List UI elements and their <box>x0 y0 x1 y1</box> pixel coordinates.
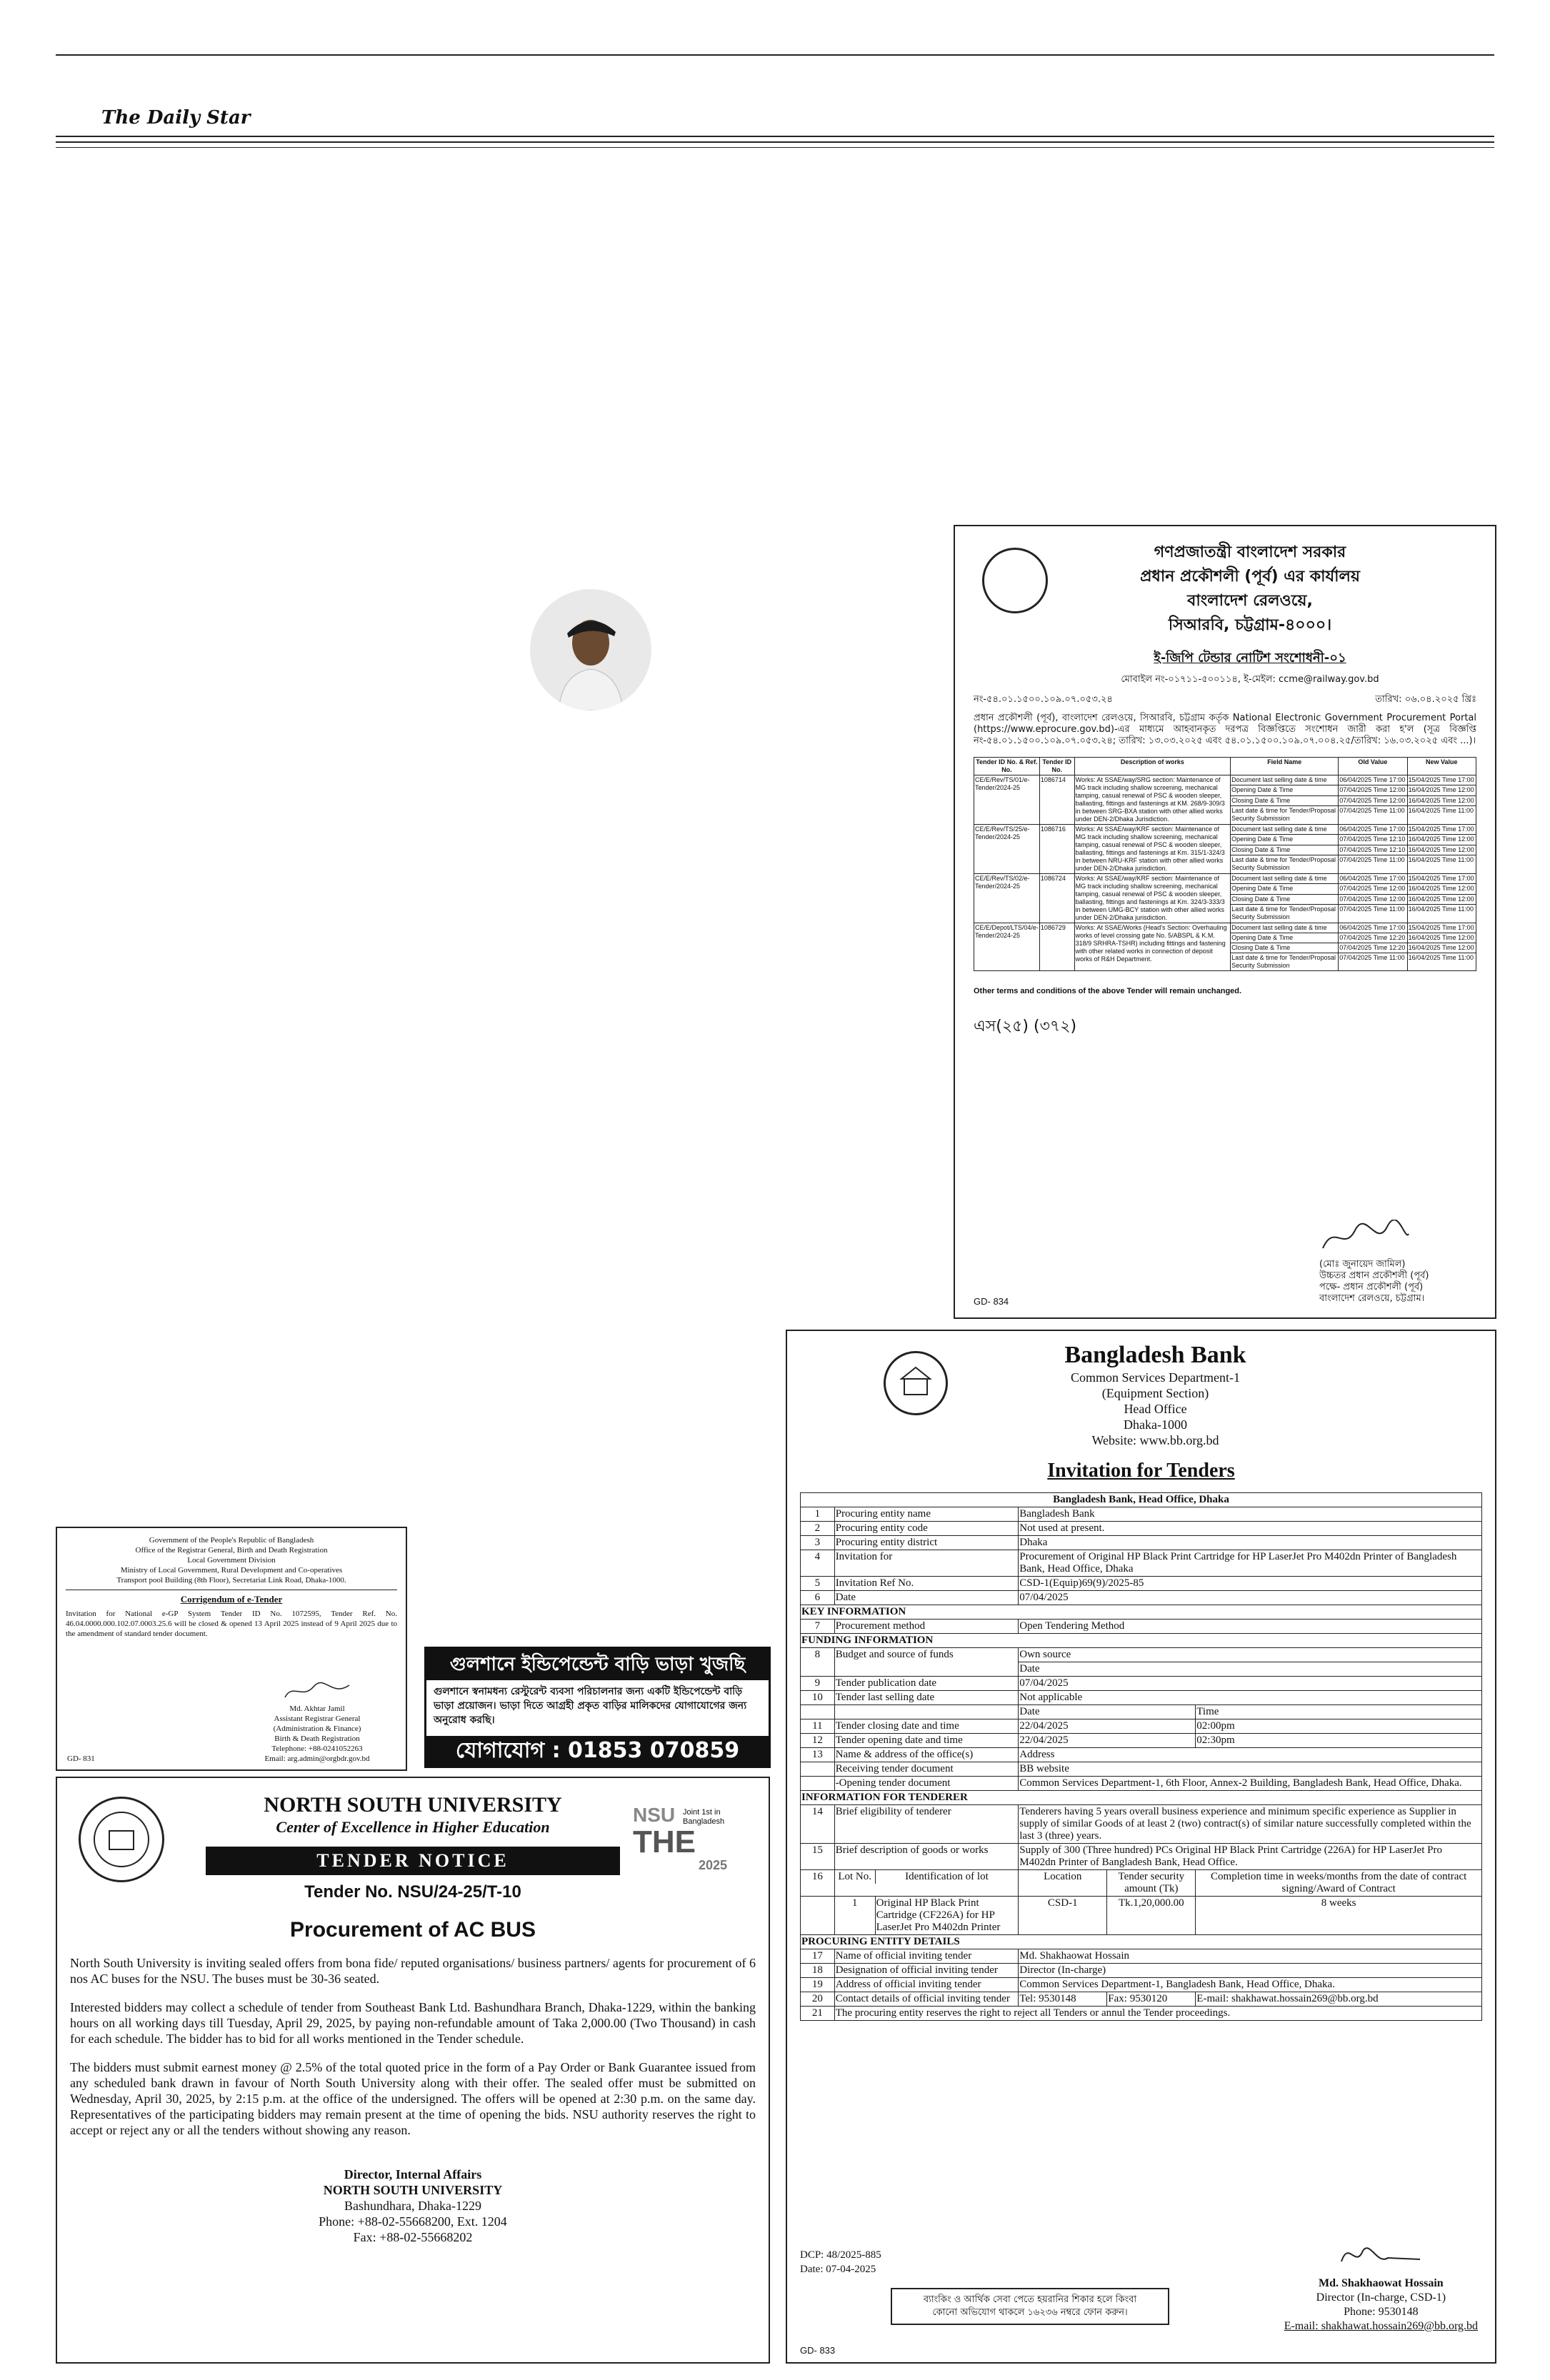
railway-gd: GD- 834 <box>974 1296 1009 1307</box>
bb-completion-head: Completion time in weeks/months from the date of contract signing/Award of Contract <box>1196 1870 1482 1897</box>
railway-new: 16/04/2025 Time 12:00 <box>1407 933 1476 943</box>
house-headline: গুলশানে ইন্ডিপেন্ডেন্ট বাড়ি ভাড়া খুজছি <box>426 1649 769 1680</box>
railway-col-ref: Tender ID No. & Ref. No. <box>974 758 1040 775</box>
person-icon <box>530 589 651 711</box>
bb-table-head: Bangladesh Bank, Head Office, Dhaka <box>801 1493 1482 1507</box>
bb-row-num: 9 <box>801 1677 835 1691</box>
bb-name: Bangladesh Bank <box>1064 1342 1246 1368</box>
railway-new: 15/04/2025 Time 17:00 <box>1407 923 1476 933</box>
bb-tel: Tel: 9530148 <box>1019 1992 1107 2007</box>
railway-new: 16/04/2025 Time 12:00 <box>1407 785 1476 795</box>
bb-row-num: 3 <box>801 1536 835 1550</box>
bb-signature <box>1284 2236 1478 2334</box>
nsu-sign-addr: Bashundhara, Dhaka-1229 <box>344 2199 481 2213</box>
bb-row-value: Tenderers having 5 years overall business experience and minimum specific experience as Supplier in supply of similar Goods of at least 2 (two) contract(s) of similar nature successfully completed within the last 3 (three) years. <box>1019 1805 1482 1844</box>
bb-row-num: 10 <box>801 1691 835 1705</box>
house-contact-label: যোগাযোগ : <box>455 1738 561 1763</box>
masthead-rule-1 <box>56 136 1494 137</box>
railway-old: 07/04/2025 Time 12:00 <box>1339 785 1407 795</box>
bb-row-num: 15 <box>801 1844 835 1870</box>
bb-table-row <box>801 1507 1482 1522</box>
railway-field: Opening Date & Time <box>1231 933 1339 943</box>
bb-row-label: Tender opening date and time <box>834 1734 1019 1748</box>
railway-ref-code: এস(২৫) (৩৭২) <box>974 1018 1077 1035</box>
reg-gd: GD- 831 <box>67 1754 95 1763</box>
railway-signatory: (মোঃ জুনায়েদ জামিল) <box>1319 1259 1406 1270</box>
bb-date-label: Date <box>1019 1705 1196 1719</box>
bb-row-label: -Opening tender document <box>834 1777 1019 1791</box>
railway-row <box>974 874 1476 884</box>
bb-completion: 8 weeks <box>1196 1897 1482 1935</box>
railway-new: 16/04/2025 Time 12:00 <box>1407 845 1476 855</box>
reg-title: Corrigendum of e-Tender <box>180 1594 283 1605</box>
railway-notice-title: ই-জিপি টেন্ডার নোটিশ সংশোধনী-০১ <box>1154 651 1346 666</box>
bb-sec-key: KEY INFORMATION <box>801 1605 1482 1620</box>
bb-table-row <box>801 1522 1482 1536</box>
railway-desc: Works: At SSAE/way/KRF section: Maintenance of MG track including shallow screening, mechanical tamping, casual renewal of PSC & wooden sleeper, ballasting, fittings and fastenings at Km. 324/3-333/3 in between UMG-BCY station with other allied works under DEN-2/Dhaka jurisdiction. <box>1074 874 1231 923</box>
bb-row-num: 11 <box>801 1719 835 1734</box>
bb-row-value: Open Tendering Method <box>1019 1620 1482 1634</box>
reg-line-1: Government of the People's Republic of Bangladesh <box>149 1536 314 1545</box>
bb-row-label: Brief description of goods or works <box>834 1844 1019 1870</box>
railway-field: Opening Date & Time <box>1231 884 1339 894</box>
reg-body: Invitation for National e-GP System Tender ID No. 1072595, Tender Ref. No. 46.04.0000.000.102.07.0003.25.6 will be closed & opened 13 April 2025 instead of 9 April 2025 due to the amendment of standard tender document. <box>66 1610 397 1638</box>
bb-sec-tenderer: INFORMATION FOR TENDERER <box>801 1791 1482 1805</box>
bb-row-label: Procurement method <box>834 1620 1019 1634</box>
railway-old: 07/04/2025 Time 11:00 <box>1339 905 1407 923</box>
nsu-badge-joint: Joint 1st in Bangladesh <box>683 1808 725 1826</box>
railway-old: 07/04/2025 Time 12:00 <box>1339 894 1407 904</box>
bb-row-label: Budget and source of funds <box>834 1648 1019 1677</box>
railway-new: 16/04/2025 Time 12:00 <box>1407 835 1476 845</box>
railway-old: 07/04/2025 Time 12:00 <box>1339 795 1407 805</box>
railway-id: 1086724 <box>1039 874 1074 923</box>
reg-line-5: Transport pool Building (8th Floor), Secretariat Link Road, Dhaka-1000. <box>116 1576 346 1585</box>
bb-security-head: Tender security amount (Tk) <box>1107 1870 1196 1897</box>
bb-lot-id: Original HP Black Print Cartridge (CF226A) for HP LaserJet Pro M402dn Printer <box>876 1897 1001 1933</box>
bb-row-label: Invitation Ref No. <box>834 1577 1019 1591</box>
railway-desc: Works: At SSAE/Works (Head's Section: Overhauling works of level crossing gate No. 5/ABSPL & K.M. 318/9 SRHRA-TSHR) including fittings and fastening with other related works in connection of deposit works of R&H Department. <box>1074 923 1231 971</box>
railway-field: Last date & time for Tender/Proposal Security Submission <box>1231 905 1339 923</box>
bb-row-num: 16 <box>801 1870 835 1897</box>
bb-row-num: 17 <box>801 1949 835 1964</box>
bb-row-value: Address <box>1019 1748 1482 1762</box>
bb-sign-phone: Phone: 9530148 <box>1344 2306 1419 2318</box>
bb-row-num: 20 <box>801 1992 835 2007</box>
railway-col-old: Old Value <box>1339 758 1407 775</box>
masthead-logo: The Daily Star <box>101 107 251 129</box>
bb-row-num: 19 <box>801 1978 835 1992</box>
railway-row <box>974 923 1476 933</box>
railway-body: প্রধান প্রকৌশলী (পূর্ব), বাংলাদেশ রেলওয়ে, সিআরবি, চট্টগ্রাম কর্তৃক National Electronic Government Procurement Portal (https://www.eprocure.gov.bd)-এর মাধ্যমে আহবানকৃত দরপত্র বিজ্ঞপ্তিতে সংশোধন জারী করা হ'ল (সূত্র বিজ্ঞপ্তি নং-৫৪.০১.১৫০০.১০৯.০৭.০৫৩.২৪; তারিখ: ১৩.০৩.২০২৫ এবং ৫৪.০১.১৫০০.১০৯.০৭.০০৪.২৫/তারিখ: ১৬.০৩.২০২৫ এবং ...)। <box>974 713 1476 746</box>
reg-sign-email: Email: arg.admin@orgbdr.gov.bd <box>264 1754 370 1763</box>
railway-signature-scribble <box>1319 1220 1412 1255</box>
bb-sign-name: Md. Shakhaowat Hossain <box>1318 2277 1444 2289</box>
nsu-sign-phone: Phone: +88-02-55668200, Ext. 1204 <box>319 2214 507 2229</box>
railway-old: 07/04/2025 Time 12:00 <box>1339 884 1407 894</box>
railway-old: 07/04/2025 Time 11:00 <box>1339 806 1407 825</box>
bb-dept: Common Services Department-1 <box>1071 1370 1240 1385</box>
reg-sign-t3: Birth & Death Registration <box>274 1734 360 1743</box>
railway-field: Last date & time for Tender/Proposal Security Submission <box>1231 806 1339 825</box>
reg-line-3: Local Government Division <box>187 1556 276 1565</box>
railway-old: 06/04/2025 Time 17:00 <box>1339 775 1407 785</box>
railway-date: তারিখ: ০৬.০৪.২০২৫ খ্রিঃ <box>1375 694 1476 705</box>
bb-row-label: Address of official inviting tender <box>834 1978 1019 1992</box>
masthead-rule-3 <box>56 147 1494 148</box>
railway-org: বাংলাদেশ রেলওয়ে, <box>1187 592 1313 610</box>
bb-lot-no: 1 <box>835 1897 875 1934</box>
bb-row-value: Bangladesh Bank <box>1019 1507 1482 1522</box>
bb-bn-note-1: ব্যাংকিং ও আর্থিক সেবা পেতে হয়রানির শিকার হলে কিংবা <box>923 2294 1137 2305</box>
bb-location: CSD-1 <box>1019 1897 1107 1935</box>
railway-field: Closing Date & Time <box>1231 894 1339 904</box>
reg-sign-tel: Telephone: +88-0241052263 <box>271 1744 363 1753</box>
bb-row-num: 4 <box>801 1550 835 1577</box>
railway-memo: নং-৫৪.০১.১৫০০.১০৯.০৭.০৫৩.২৪ <box>974 694 1113 705</box>
bb-row-num: 7 <box>801 1620 835 1634</box>
bb-row-label: Designation of official inviting tender <box>834 1964 1019 1978</box>
portrait-photo <box>530 589 651 711</box>
bb-row-value: Director (In-charge) <box>1019 1964 1482 1978</box>
bb-row-label: Procuring entity name <box>834 1507 1019 1522</box>
bb-title: Invitation for Tenders <box>1047 1460 1235 1482</box>
bb-table-row <box>801 1550 1482 1577</box>
bb-row-label: Procuring entity code <box>834 1522 1019 1536</box>
bb-row-label: Procuring entity district <box>834 1536 1019 1550</box>
railway-field: Closing Date & Time <box>1231 943 1339 953</box>
railway-ref: CE/E/Depot/LTS/04/e-Tender/2024-25 <box>974 923 1040 971</box>
house-contact <box>426 1736 769 1766</box>
bb-sec-proc: PROCURING ENTITY DETAILS <box>801 1935 1482 1949</box>
nsu-para-2: Interested bidders may collect a schedule of tender from Southeast Bank Ltd. Bashundhara Branch, Dhaka-1229, within the banking hours on all working days till Tuesday, April 29, 2025, by paying non-refundable amount of Taka 2,000.00 (Two Thousand) in cash for each schedule. The bidder has to bid for all works mentioned in the Tender schedule. <box>70 2000 756 2046</box>
railway-col-field: Field Name <box>1231 758 1339 775</box>
railway-field: Closing Date & Time <box>1231 795 1339 805</box>
bb-city: Dhaka-1000 <box>1124 1417 1187 1432</box>
railway-field: Document last selling date & time <box>1231 825 1339 835</box>
house-body: গুলশানে স্বনামধন্য রেস্টুরেন্ট ব্যবসা পরিচালনার জন্য একটি ইন্ডিপেন্ডেন্ট বাড়ি ভাড়া প্রয়োজন। ভাড়া দিতে আগ্রহী প্রকৃত বাড়ির মালিকদের যোগাযোগের জন্য অনুরোধ করছি। <box>434 1686 747 1726</box>
railway-field: Document last selling date & time <box>1231 775 1339 785</box>
railway-old: 07/04/2025 Time 11:00 <box>1339 953 1407 971</box>
bb-closing-time: 02:00pm <box>1196 1719 1482 1734</box>
bb-row-num: 5 <box>801 1577 835 1591</box>
bb-row-value: BB website <box>1019 1762 1482 1777</box>
railway-desc: Works: At SSAE/way/SRG section: Maintenance of MG track including shallow screening, mechanical tamping, casual renewal of PSC & wooden sleeper, ballasting, fittings and fastenings at KM. 268/9-309/3 in between SRG-BXA station with other allied works under DEN-2/Dhaka Jurisdiction. <box>1074 775 1231 825</box>
bb-row-value: 07/04/2025 <box>1019 1677 1482 1691</box>
bb-row-num: 13 <box>801 1748 835 1762</box>
bb-opening-date: 22/04/2025 <box>1019 1734 1196 1748</box>
railway-ref: CE/E/Rev/TS/01/e-Tender/2024-25 <box>974 775 1040 825</box>
bb-row-label: Tender publication date <box>834 1677 1019 1691</box>
railway-field: Closing Date & Time <box>1231 845 1339 855</box>
railway-field: Opening Date & Time <box>1231 835 1339 845</box>
bb-email: E-mail: shakhawat.hossain269@bb.org.bd <box>1196 1992 1482 2007</box>
bb-row-value: Date <box>1019 1662 1482 1677</box>
bb-website: Website: www.bb.org.bd <box>1091 1433 1219 1447</box>
railway-new: 15/04/2025 Time 17:00 <box>1407 775 1476 785</box>
railway-table <box>974 757 1476 971</box>
bb-table <box>800 1492 1482 2021</box>
bb-row-value: Not applicable <box>1019 1691 1482 1705</box>
nsu-name: NORTH SOUTH UNIVERSITY <box>264 1793 562 1817</box>
bb-row-label: Tender closing date and time <box>834 1719 1019 1734</box>
bb-row-num: 21 <box>801 2007 835 2021</box>
bb-notice <box>786 1330 1496 2364</box>
bb-row-num: 8 <box>801 1648 835 1677</box>
railway-id: 1086716 <box>1039 825 1074 874</box>
nsu-para-3: The bidders must submit earnest money @ 2.5% of the total quoted price in the form of a Pay Order or Bank Guarantee issued from any scheduled bank drawn in favour of North South University along with their offer. The sealed offer must be submitted on Wednesday, April 30, 2025, by 2:15 p.m. at the office of the undersigned. The offers will be opened at 2:30 p.m. on the same day. Representatives of the participating bidders may remain present at the time of opening the bids. NSU authority reserves the right to accept or reject any or all the tenders without showing any reason. <box>70 2060 756 2137</box>
bb-signature-scribble <box>1334 2236 1427 2272</box>
bb-row-value: Common Services Department-1, 6th Floor, Annex-2 Building, Bangladesh Bank, Head Office, Dhaka. <box>1019 1777 1482 1791</box>
reg-line-2: Office of the Registrar General, Birth and Death Registration <box>135 1546 328 1555</box>
bb-row-num: 12 <box>801 1734 835 1748</box>
railway-row <box>974 825 1476 835</box>
railway-seal-icon <box>982 548 1048 613</box>
nsu-tender-notice: TENDER NOTICE <box>206 1847 620 1875</box>
railway-new: 16/04/2025 Time 12:00 <box>1407 894 1476 904</box>
bb-row-value: Md. Shakhaowat Hossain <box>1019 1949 1482 1964</box>
bb-row-value: The procuring entity reserves the right to reject all Tenders or annul the Tender proceedings. <box>834 2007 1481 2021</box>
bb-security-amount: Tk.1,20,000.00 <box>1107 1897 1196 1935</box>
bb-row-value: Dhaka <box>1019 1536 1482 1550</box>
bb-row-value: CSD-1(Equip)69(9)/2025-85 <box>1019 1577 1482 1591</box>
house-rent-ad <box>424 1647 771 1768</box>
railway-field: Document last selling date & time <box>1231 874 1339 884</box>
nsu-subject: Procurement of AC BUS <box>290 1918 536 1942</box>
bb-lot-id-head: Identification of lot <box>905 1871 989 1882</box>
masthead-rule-2 <box>56 141 1494 143</box>
railway-signatory-title: উচ্চতর প্রধান প্রকৌশলী (পূর্ব) <box>1319 1270 1429 1281</box>
reg-sign-t1: Assistant Registrar General <box>274 1714 361 1723</box>
bb-row-label: Invitation for <box>834 1550 1019 1577</box>
bb-row-label: Contact details of official inviting tender <box>834 1992 1019 2007</box>
railway-notice <box>954 525 1496 1319</box>
bb-time-label: Time <box>1196 1705 1482 1719</box>
bb-bn-note-2: কোনো অভিযোগ থাকলে ১৬২৩৬ নম্বরে ফোন করুন। <box>932 2307 1128 2318</box>
bb-table-row <box>801 1536 1482 1550</box>
bb-dcp: DCP: 48/2025-885 <box>800 2249 881 2261</box>
railway-govt: গণপ্রজাতন্ত্রী বাংলাদেশ সরকার <box>1154 543 1346 561</box>
bb-row-label: Brief eligibility of tenderer <box>834 1805 1019 1844</box>
railway-new: 15/04/2025 Time 17:00 <box>1407 825 1476 835</box>
railway-old: 06/04/2025 Time 17:00 <box>1339 923 1407 933</box>
railway-new: 16/04/2025 Time 11:00 <box>1407 953 1476 971</box>
railway-new: 16/04/2025 Time 12:00 <box>1407 943 1476 953</box>
nsu-sign-org: NORTH SOUTH UNIVERSITY <box>323 2183 503 2197</box>
railway-footer-note: Other terms and conditions of the above Tender will remain unchanged. <box>974 987 1242 995</box>
railway-row <box>974 775 1476 785</box>
nsu-badge-year: 2025 <box>699 1858 728 1872</box>
nsu-signature <box>70 2166 756 2245</box>
railway-ref: CE/E/Rev/TS/02/e-Tender/2024-25 <box>974 874 1040 923</box>
railway-desc: Works: At SSAE/way/KRF section: Maintenance of MG track including shallow screening, mechanical tamping, casual renewal of PSC & wooden sleeper, ballasting, fittings and fastenings at Km. 315/1-324/3 in between NRU-KRF station with other allied works under DEN-2/Dhaka jurisdiction. <box>1074 825 1231 874</box>
bb-row-value: Supply of 300 (Three hundred) PCs Original HP Black Print Cartridge (226A) for HP LaserJet Pro M402dn Printer of Bangladesh Bank, Head Office. <box>1019 1844 1482 1870</box>
railway-old: 07/04/2025 Time 12:20 <box>1339 933 1407 943</box>
house-phone: 01853 070859 <box>568 1738 740 1763</box>
reg-sign-t2: (Administration & Finance) <box>273 1724 361 1733</box>
nsu-tender-no: Tender No. NSU/24-25/T-10 <box>304 1882 521 1902</box>
railway-new: 16/04/2025 Time 11:00 <box>1407 806 1476 825</box>
railway-new: 16/04/2025 Time 12:00 <box>1407 884 1476 894</box>
bb-date: Date: 07-04-2025 <box>800 2264 876 2275</box>
railway-old: 07/04/2025 Time 12:10 <box>1339 835 1407 845</box>
railway-field: Opening Date & Time <box>1231 785 1339 795</box>
bb-sign-title: Director (In-charge, CSD-1) <box>1316 2291 1446 2304</box>
railway-col-desc: Description of works <box>1074 758 1231 775</box>
bb-row-label: Name of official inviting tender <box>834 1949 1019 1964</box>
bb-row-value: Not used at present. <box>1019 1522 1482 1536</box>
nsu-seal-icon <box>79 1797 164 1882</box>
bb-row-num: 1 <box>801 1507 835 1522</box>
bb-seal-icon <box>884 1351 948 1415</box>
reg-signature-scribble <box>281 1679 353 1701</box>
registrar-notice <box>56 1527 407 1771</box>
bb-table-row <box>801 1577 1482 1591</box>
railway-id: 1086729 <box>1039 923 1074 971</box>
railway-old: 06/04/2025 Time 17:00 <box>1339 825 1407 835</box>
bb-opening-time: 02:30pm <box>1196 1734 1482 1748</box>
railway-old: 06/04/2025 Time 17:00 <box>1339 874 1407 884</box>
nsu-sign-fax: Fax: +88-02-55668202 <box>353 2230 473 2244</box>
railway-contact: মোবাইল নং-০১৭১১-৫০০১১৪, ই-মেইল: ccme@railway.gov.bd <box>1121 674 1379 685</box>
bb-lot-head: Lot No. <box>835 1870 875 1884</box>
railway-signature <box>1319 1220 1476 1305</box>
bb-sign-email: E-mail: shakhawat.hossain269@bb.org.bd <box>1284 2320 1478 2332</box>
railway-old: 07/04/2025 Time 12:20 <box>1339 943 1407 953</box>
railway-old: 07/04/2025 Time 12:10 <box>1339 845 1407 855</box>
bb-section: (Equipment Section) <box>1101 1386 1209 1400</box>
railway-new: 15/04/2025 Time 17:00 <box>1407 874 1476 884</box>
bb-row-num: 18 <box>801 1964 835 1978</box>
nsu-badge-the: THE <box>633 1824 696 1859</box>
bb-sec-fund: FUNDING INFORMATION <box>801 1634 1482 1648</box>
bb-row-value: Common Services Department-1, Bangladesh Bank, Head Office, Dhaka. <box>1019 1978 1482 1992</box>
bb-closing-date: 22/04/2025 <box>1019 1719 1196 1734</box>
reg-line-4: Ministry of Local Government, Rural Development and Co-operatives <box>120 1566 343 1575</box>
bb-row-label: Name & address of the office(s) <box>834 1748 1019 1762</box>
bb-row-label: Tender last selling date <box>834 1691 1019 1705</box>
bb-row-num: 6 <box>801 1591 835 1605</box>
bb-fax: Fax: 9530120 <box>1107 1992 1196 2007</box>
nsu-badge-nsu: NSU <box>633 1804 676 1826</box>
railway-col-new: New Value <box>1407 758 1476 775</box>
railway-field: Document last selling date & time <box>1231 923 1339 933</box>
railway-office: প্রধান প্রকৌশলী (পূর্ব) এর কার্যালয় <box>1140 568 1360 586</box>
railway-old: 07/04/2025 Time 11:00 <box>1339 855 1407 874</box>
nsu-the-badge <box>633 1804 740 1882</box>
railway-signatory-org: বাংলাদেশ রেলওয়ে, চট্টগ্রাম। <box>1319 1293 1425 1304</box>
bb-row-num: 14 <box>801 1805 835 1844</box>
nsu-para-1: North South University is inviting sealed offers from bona fide/ reputed organisations/ business partners/ agents for procurement of 6 nos AC buses for the NSU. The buses must be 30-36 seated. <box>70 1956 756 1986</box>
top-rule <box>56 54 1494 56</box>
nsu-sign-title: Director, Internal Affairs <box>344 2167 482 2181</box>
railway-col-id: Tender ID No. <box>1039 758 1074 775</box>
bb-office: Head Office <box>1124 1402 1187 1416</box>
nsu-tagline: Center of Excellence in Higher Education <box>276 1818 550 1836</box>
bb-row-num: 2 <box>801 1522 835 1536</box>
bb-row-label: Receiving tender document <box>834 1762 1019 1777</box>
railway-new: 16/04/2025 Time 12:00 <box>1407 795 1476 805</box>
bb-row-label: Date <box>834 1591 1019 1605</box>
bb-gd: GD- 833 <box>800 2345 836 2356</box>
railway-field: Last date & time for Tender/Proposal Security Submission <box>1231 953 1339 971</box>
bb-complaint-box <box>891 2288 1169 2325</box>
bb-location-head: Location <box>1019 1870 1107 1897</box>
railway-address: সিআরবি, চট্টগ্রাম-৪০০০। <box>1168 616 1332 634</box>
bb-row-value: 07/04/2025 <box>1019 1591 1482 1605</box>
bb-table-row <box>801 1591 1482 1605</box>
bb-row-value: Own source <box>1019 1648 1482 1662</box>
railway-field: Last date & time for Tender/Proposal Security Submission <box>1231 855 1339 874</box>
railway-id: 1086714 <box>1039 775 1074 825</box>
railway-new: 16/04/2025 Time 11:00 <box>1407 905 1476 923</box>
railway-signatory-for: পক্ষে- প্রধান প্রকৌশলী (পূর্ব) <box>1319 1282 1424 1292</box>
bb-row-value: Procurement of Original HP Black Print Cartridge for HP LaserJet Pro M402dn Printer of Bangladesh Bank, Head Office, Dhaka <box>1019 1550 1482 1577</box>
reg-sign-name: Md. Akhtar Jamil <box>289 1704 345 1713</box>
nsu-notice <box>56 1777 770 2364</box>
railway-ref: CE/E/Rev/TS/25/e-Tender/2024-25 <box>974 825 1040 874</box>
railway-new: 16/04/2025 Time 11:00 <box>1407 855 1476 874</box>
